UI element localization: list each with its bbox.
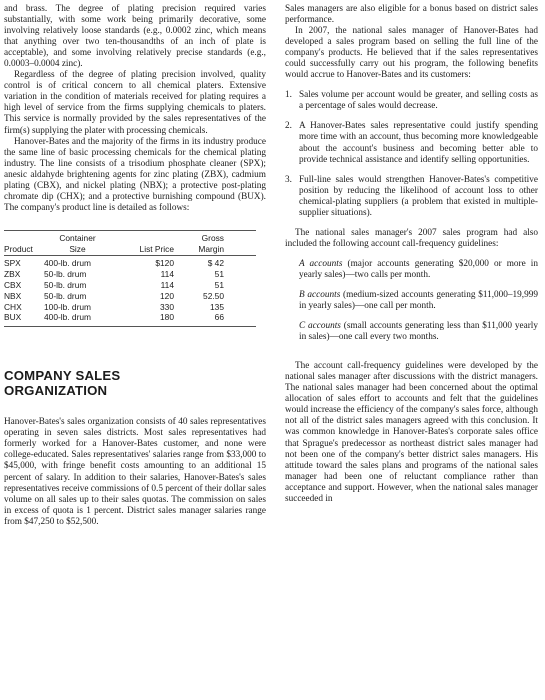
cell-price: 120: [160, 290, 174, 301]
product-table: [4, 230, 256, 327]
cell-price: 330: [160, 301, 174, 312]
paragraph-guidelines-developed: The account call-frequency guidelines were developed by the national sales manager after discussions with the district managers. The national sales manager had been concerned about the optimal allocation of sales effort to accounts and felt that the guidelines would increase the efficiency of the company's sales force, although not all of the district sales managers agreed with this conclusion. It was common knowledge in Hanover-Bates's corporate sales office that Sprague's predecessor as northeast district sales manager had not been one of the company's better district sales managers. His attitude toward the sales plans and programs of the national sales manager had been one of reluctant compliance rather than acceptance and support. However, when the national sales manager succeeded in: [285, 361, 538, 504]
cell-margin: $ 42: [207, 258, 224, 269]
account-label: A accounts: [299, 258, 343, 269]
cell-price: $120: [155, 258, 174, 269]
header-margin-line1: Gross: [201, 232, 224, 243]
account-text: (major accounts generating $20,000 or more in yearly sales)—two calls per month.: [299, 258, 538, 280]
cell-margin: 51: [214, 280, 224, 291]
account-text: (medium-sized accounts generating $11,000–19,999 in yearly sales)—one call per month.: [299, 289, 538, 312]
cell-product: NBX: [4, 290, 22, 301]
table-body: [4, 256, 256, 326]
header-gross-margin: [174, 233, 224, 255]
cell-product: CBX: [4, 280, 22, 291]
list-item: [285, 175, 538, 219]
table-row: [4, 291, 256, 302]
list-item-number: 3.: [285, 174, 292, 185]
cell-container: 400-lb. drum: [44, 312, 92, 323]
list-item-text: Full-line sales would strengthen Hanover-Bates's competitive position by reducing the likelihood of account loss to other chemical-plating suppliers (a problem that existed in multiple-supplier situations).: [299, 174, 538, 218]
cell-container: 50-lb. drum: [44, 269, 87, 280]
benefits-list: [285, 90, 538, 218]
cell-product: SPX: [4, 258, 21, 269]
cell-container: 400-lb. drum: [44, 258, 92, 269]
header-margin-line2: Margin: [198, 243, 224, 254]
list-item-number: 2.: [285, 121, 292, 132]
list-item-text: A Hanover-Bates sales representative could justify spending more time with an account, thus becoming more knowledgeable about the account's business and becoming better able to provide technical assistance and identify selling opportunities.: [299, 121, 538, 165]
table-row: [4, 302, 256, 313]
account-guideline-b: [285, 290, 538, 312]
table-row: [4, 280, 256, 291]
account-text: (small accounts generating less than $11,000 yearly in sales)—one call every two months.: [299, 321, 538, 343]
cell-product: ZBX: [4, 269, 21, 280]
cell-container: 50-lb. drum: [44, 280, 87, 291]
header-container-size: [44, 233, 111, 255]
account-label: C accounts: [299, 321, 341, 332]
cell-margin: 51: [214, 269, 224, 280]
header-product: Product: [4, 243, 33, 254]
cell-margin: 135: [210, 301, 224, 312]
table-header-row: [4, 231, 256, 256]
paragraph-sales-program: In 2007, the national sales manager of Hanover-Bates had developed a sales program based on selling the full line of the company's products. He believed that if the sales representatives could successfully carry out his program, the following benefits would accrue to Hanover-Bates and its customers:: [285, 26, 538, 81]
paragraph-plating-precision: and brass. The degree of plating precision required varies substantially, with some work being primarily decorative, some involving relatively loose standards (e.g., 0.0002 zinc, which means that anything over two ten-thousandths of an inch of plate is acceptable), and some involving relatively precise standards (e.g., 0.0003–0.0004 zinc).: [4, 4, 266, 70]
right-column: [285, 4, 538, 505]
paragraph-bonus: Sales managers are also eligible for a bonus based on district sales performance.: [285, 4, 538, 26]
table-row: [4, 269, 256, 280]
cell-price: 114: [160, 280, 174, 291]
account-guideline-a: [285, 259, 538, 281]
heading-line2: ORGANIZATION: [4, 382, 108, 398]
cell-product: CHX: [4, 301, 22, 312]
cell-margin: 66: [214, 312, 224, 323]
paragraph-quality-control: Regardless of the degree of plating precision involved, quality control is of critical concern to all chemical platers. Extensive variation in the condition of materials received for plating requires a high level of service from the firms supplying chemicals to platers. This service is normally provided by the sales representatives of the firm(s) supplying the plater with processing chemicals.: [4, 70, 266, 136]
list-item: [285, 90, 538, 112]
header-list-price: List Price: [139, 243, 174, 254]
list-item-text: Sales volume per account would be greater, and selling costs as a percentage of sales would decrease.: [299, 90, 538, 112]
table-bottom-rule: [4, 326, 256, 327]
cell-product: BUX: [4, 312, 22, 323]
cell-price: 180: [160, 312, 174, 323]
book-page: [4, 4, 541, 696]
paragraph-product-line: Hanover-Bates and the majority of the firms in its industry produce the same line of basic processing chemicals for the chemical plating industry. The line consists of a trisodium phosphate cleaner (SPX); anesic aldahyde brightening agents for zinc plating (ZBX), cadmium plating (CBX), and nickel plating (NBX); a protective post-plating chromate dip (CHX); and a protective burnishing compound (BUX). The company's product line is detailed as follows:: [4, 136, 266, 213]
table-row: [4, 312, 256, 323]
heading-line1: COMPANY SALES: [4, 368, 121, 384]
left-column: [4, 4, 266, 528]
cell-price: 114: [160, 269, 174, 280]
list-item: [285, 121, 538, 165]
table-row: [4, 258, 256, 269]
header-container-line1: Container: [59, 232, 96, 243]
header-container-line2: Size: [69, 243, 86, 254]
account-guideline-c: [285, 321, 538, 343]
paragraph-sales-organization: Hanover-Bates's sales organization consists of 40 sales representatives operating in seven sales districts. Most sales representatives had formerly worked for a Hanover-Bates customer, and none were college-educated. Sales representatives' salaries range from $33,000 to $45,000, with fringe benefit costs amounting to an additional 15 percent of salary. In addition to their salaries, Hanover-Bates's sales representatives receive commissions of 0.5 percent of their dollar sales volume on all sales up to their sales quotas. The commission on sales in excess of quota is 1 percent. District sales manager salaries range from $47,250 to $52,500.: [4, 417, 266, 527]
account-label: B accounts: [299, 289, 341, 300]
cell-container: 50-lb. drum: [44, 290, 87, 301]
list-item-number: 1.: [285, 90, 292, 101]
section-heading-company-sales-organization: [4, 369, 266, 398]
cell-container: 100-lb. drum: [44, 301, 92, 312]
cell-margin: 52.50: [203, 290, 224, 301]
paragraph-call-frequency: The national sales manager's 2007 sales program had also included the following account call-frequency guidelines:: [285, 227, 538, 249]
